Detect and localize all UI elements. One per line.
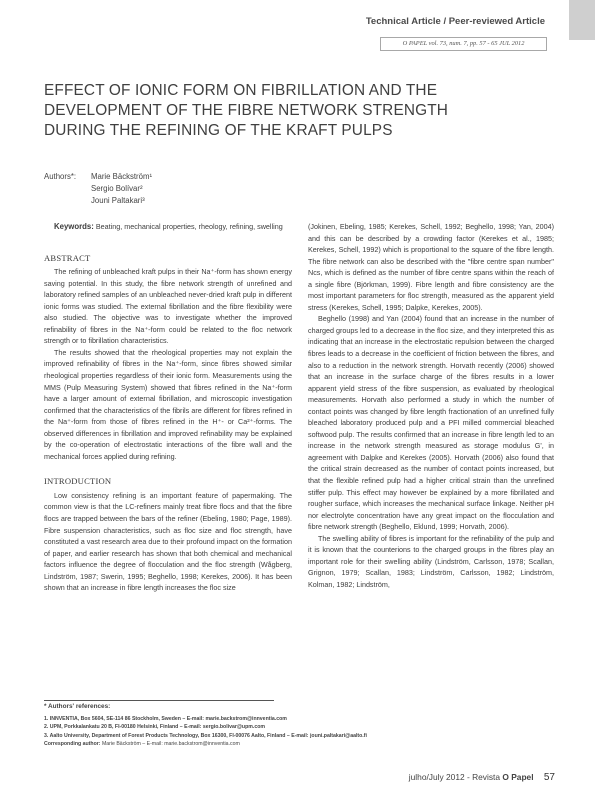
title-line-1: EFFECT OF IONIC FORM ON FIBRILLATION AND THE (44, 82, 438, 99)
footer-brand: O Papel (502, 772, 534, 782)
introduction-paragraph-1: Low consistency refining is an important feature of papermaking. The common view is that the LC-refiners mainly treat fibre flocs and that the fibre flocs are trapped between the bars of the refiner (Ebeling, 1980; Page, 1989). Fibre suspension characteristics, such as floc size and floc strength, have constituted a vast research area due to their profound impact on the formation of paper, and earlier research has shown that both chemical and mechanical factors influence the degree of flocculation and the floc strength (Wågberg, Lindström, 1987; Swerin, 1995; Beghello, 1998; Kerekes, 2006). It has been shown that an increase in fibre length increases the floc size (44, 490, 292, 593)
body-paragraph-1: (Jokinen, Ebeling, 1985; Kerekes, Schell, 1992; Beghello, 1998; Yan, 2004) and this can be described by a crowding factor (Kerekes et al., 1985; Kerekes, Schell, 1992) which is proportional to the square of the fibre length. The fibre network can also be described with the "fibre centre span number" Ncs, which is defined as the number of fibre centre spans within the reach of a single fibre (Björkman, 1999). Fibre length and fibre consistency are the most important parameters for floc strength, measured as the apparent yield stress (Kerekes, Schell, 1995; Dalpke, Kerekes, 2005). (308, 222, 554, 312)
right-column (308, 221, 554, 591)
abstract-heading: ABSTRACT (44, 252, 91, 263)
footnote-rule (44, 700, 274, 701)
corresponding-text: Marie Bäckström – E-mail: marie.backstrom@innventia.com (101, 741, 240, 748)
corner-tab (569, 0, 595, 40)
page-number: 57 (543, 772, 555, 783)
author-name: Jouni Paltakari³ (91, 196, 145, 205)
corresponding-author (44, 740, 564, 749)
title-line-3: DURING THE REFINING OF THE KRAFT PULPS (44, 121, 393, 139)
citation-box: O PAPEL vol. 73, num. 7, pp. 57 - 65 JUL 2012 (380, 37, 547, 51)
abstract-paragraph-2: The results showed that the rheological properties may not explain the improved refinability of fibres in the Na⁺-form, since fibres showed similar rheological properties regardless of their ionic form. Measurements using the MMS (Pulp Measuring System) showed that fibres refined in the Na⁺-form have a larger amount of external fibrillation, and microscopic investigation confirmed that the characteristics of the fibrils are different for fibres refined in the Na⁺-form from those of fibres refined in the H⁺- or Ca²⁺-forms. The observed differences in fibrillation and improved refinability may be explained by the co-operation of electrostatic interactions of the fibre wall and the mechanical forces applied during refining. (44, 347, 292, 461)
author-name: Sergio Bolívar² (91, 184, 143, 193)
keywords (44, 221, 292, 233)
corresponding-label: Corresponding author: (44, 741, 101, 748)
title-line-2: DEVELOPMENT OF THE FIBRE NETWORK STRENGTH (44, 101, 449, 119)
page-footer (409, 772, 555, 783)
left-column (44, 221, 292, 594)
authors-label: Authors*: (44, 172, 77, 181)
author-name: Marie Bäckström¹ (91, 172, 153, 181)
footnote-3: 3. Aalto University, Department of Forest Products Technology, Box 16300, FI-00076 Aalto, Finland – E-mail: jouni.paltakari@aalto.fi (44, 732, 367, 739)
abstract-paragraph-1: The refining of unbleached kraft pulps in their Na⁺-form has shown energy saving potential. In this study, the fibre network strength of unrefined and laboratory refined samples of an unbleached never-dried kraft pulp in different ionic forms was studied. The external fibrillation and the fibre flexibility were also studied. The objective was to investigate whether the improved refinability of fibres in the Na⁺-form could be related to the floc network strength or to fibrillation characteristics. (44, 267, 292, 346)
footer-issue: julho/July 2012 - Revista (408, 772, 501, 782)
keywords-text: Beating, mechanical properties, rheology, refining, swelling (95, 222, 283, 231)
footnotes-heading: * Authors' references: (44, 703, 111, 710)
authors-list (91, 171, 152, 207)
article-type-label: Technical Article / Peer-reviewed Article (365, 16, 545, 27)
body-paragraph-3: The swelling ability of fibres is important for the refinability of the pulp and it is known that the counterions to the charged groups in the fibres play an important role for their swelling ability (Lindström, Carlsson, 1978; Scallan, Grignon, 1979; Scallan, 1983; Lindström, Carlsson, 1982; Lindström, Kolman, 1982; Lindström, (308, 533, 554, 589)
keywords-label: Keywords: (54, 222, 94, 231)
footnotes (44, 700, 564, 749)
footnote-2: 2. UPM, Porkkalankatu 20 B, FI-00180 Helsinki, Finland – E-mail: sergio.bolivar@upm.com (44, 724, 265, 731)
article-title (44, 81, 464, 140)
body-paragraph-2: Beghello (1998) and Yan (2004) found that an increase in the number of charged groups led to a decrease in the floc size, and they interpreted this as indicating that an increase in the electrostatic repulsion between the charged fibres leads to a decrease in the coefficient of friction between the fibres, and also to a reduction in the network strength. Horvath recently (2006) showed that an increase in the surface charge of the fibres results in a lower apparent yield stress of the fibre suspension, as evaluated by rheological measurements. Horvath also performed a study in which the number of contact points was changed by fibre length fractionation of an unrefined fully bleached laboratory produced pulp and a PFI milled commercial bleached softwood pulp. The results confirmed that an increase in fibre length led to an increase in the network strength measured as storage modulus G', in agreement with Dalpke and Kerekes (2005). Horvath (2006) also found that the critical strain decreased as the number of contact points increased, but that the flexible refined pulp had a higher critical strain than the unrefined stiffer pulp. This effect may however be explained by a more fibrillated and rougher surface, which increases the mechanical surface linkage. Neither pH nor electrolyte concentration have any great impact on the flocculation and fibre network strength (Beghello, Eklund, 1999; Horvath, 2006). (308, 314, 554, 532)
footnote-1: 1. INNVENTIA, Box 5604, SE-114 86 Stockholm, Sweden – E-mail: marie.backstrom@innventia.com (44, 715, 287, 722)
introduction-heading: INTRODUCTION (44, 476, 112, 487)
